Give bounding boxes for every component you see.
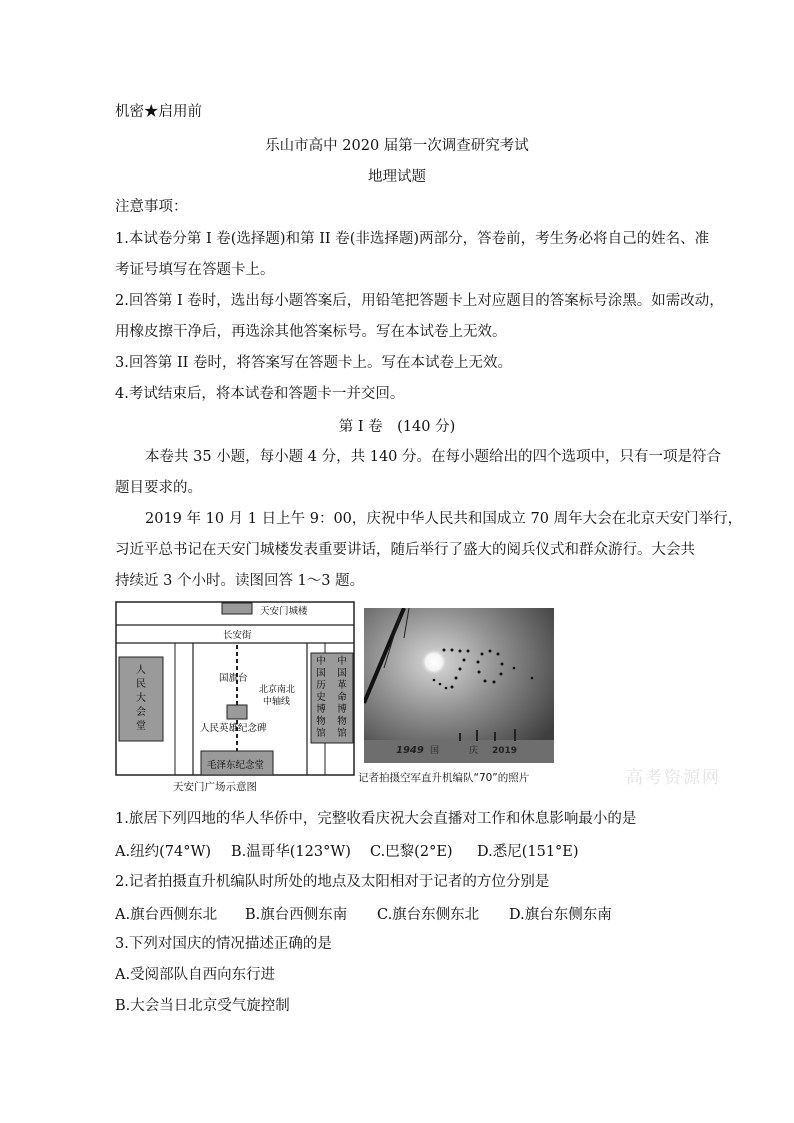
great-hall-char: 民 xyxy=(136,679,146,690)
option-c: C.巴黎(2°E) xyxy=(370,844,453,860)
museum-char: 中 xyxy=(316,656,326,667)
option-d: D.悉尼(151°E) xyxy=(477,844,579,860)
note-line: 用橡皮擦干净后，再选涂其他答案标号。写在本试卷上无效。 xyxy=(115,324,507,340)
note-line: 1.本试卷分第 I 卷(选择题)和第 II 卷(非选择题)两部分，答卷前，考生务必将自己的姓名、准 xyxy=(115,231,710,247)
central-axis-label: 北京南北 xyxy=(259,685,296,695)
museum-char: 历 xyxy=(316,680,326,691)
museum-char: 物 xyxy=(337,716,347,727)
museum-char: 命 xyxy=(337,692,347,703)
museum-char: 国 xyxy=(337,668,347,679)
section-title: 第 I 卷 (140 分) xyxy=(338,419,456,435)
tiananmen-gate-block xyxy=(222,603,252,614)
museum-char: 国 xyxy=(316,668,326,679)
classification-label: 机密★启用前 xyxy=(115,104,202,120)
museum-char: 博 xyxy=(316,704,326,715)
great-hall-char: 人 xyxy=(136,665,146,676)
option-a: A.旗台西侧东北 xyxy=(115,907,218,923)
option-b: B.温哥华(123°W) xyxy=(231,844,351,860)
section-intro: 本卷共 35 小题，每小题 4 分，共 140 分。在每小题给出的四个选项中，只有一项是符合 xyxy=(145,449,722,465)
option-b: B.旗台西侧东南 xyxy=(245,907,348,923)
question-stem: 2.记者拍摄直升机编队时所处的地点及太阳相对于记者的方位分别是 xyxy=(115,874,550,890)
option-a: A.受阅部队自西向东行进 xyxy=(115,967,276,983)
note-line: 2.回答第 I 卷时，选出每小题答案后，用铅笔把答题卡上对应题目的答案标号涂黑。如需改动， xyxy=(115,293,724,309)
monument-block xyxy=(227,705,247,719)
monument-label: 人民英雄纪念碑 xyxy=(200,723,267,734)
museum-char: 中 xyxy=(337,656,347,667)
banner-text: 2019 xyxy=(492,746,518,756)
question-stem: 3.下列对国庆的情况描述正确的是 xyxy=(115,936,332,952)
section-intro-cont: 题目要求的。 xyxy=(115,480,202,496)
sun-glare xyxy=(420,648,448,676)
subject-title: 地理试题 xyxy=(368,169,426,185)
exam-title: 乐山市高中 2020 届第一次调查研究考试 xyxy=(265,138,529,154)
passage-line: 2019 年 10 月 1 日上午 9：00，庆祝中华人民共和国成立 70 周年大会在北京天安门举行， xyxy=(145,511,743,527)
museum-char: 史 xyxy=(316,692,326,703)
notes-heading: 注意事项： xyxy=(115,199,188,215)
option-b: B.大会当日北京受气旋控制 xyxy=(115,998,290,1014)
option-a: A.纽约(74°W) xyxy=(115,844,211,860)
flag-platform-label: 国旗台 xyxy=(219,673,248,684)
museum-char: 馆 xyxy=(316,728,326,739)
note-line: 考证号填写在答题卡上。 xyxy=(115,262,275,278)
banner-text: 庆 xyxy=(469,746,479,756)
passage-line: 习近平总书记在天安门城楼发表重要讲话，随后举行了盛大的阅兵仪式和群众游行。大会共 xyxy=(115,542,695,558)
great-hall-char: 大 xyxy=(136,693,146,704)
map-caption: 天安门广场示意图 xyxy=(173,781,257,793)
museum-char: 博 xyxy=(337,704,347,715)
passage-line: 持续近 3 个小时。读图回答 1～3 题。 xyxy=(115,573,365,589)
museum-char: 馆 xyxy=(337,728,347,739)
tiananmen-label: 天安门城楼 xyxy=(260,606,308,617)
changan-label: 长安街 xyxy=(223,630,252,641)
great-hall-char: 会 xyxy=(136,707,146,718)
banner-text: 1949 xyxy=(396,745,424,756)
note-line: 4.考试结束后，将本试卷和答题卡一并交回。 xyxy=(115,386,405,402)
photo-caption: 记者拍摄空军直升机编队“70”的照片 xyxy=(358,772,530,784)
option-d: D.旗台东侧东南 xyxy=(509,907,612,923)
tiananmen-square-map xyxy=(115,601,355,776)
great-hall-char: 堂 xyxy=(136,721,146,732)
mausoleum-label: 毛泽东纪念堂 xyxy=(207,760,265,771)
option-c: C.旗台东侧东北 xyxy=(377,907,480,923)
central-axis-label: 中轴线 xyxy=(263,697,291,707)
question-stem: 1.旅居下列四地的华人华侨中，完整收看庆祝大会直播对工作和休息影响最小的是 xyxy=(115,811,637,827)
note-line: 3.回答第 II 卷时，将答案写在答题卡上。写在本试卷上无效。 xyxy=(115,355,513,371)
banner-text: 国 xyxy=(430,746,440,756)
museum-char: 物 xyxy=(316,716,326,727)
watermark: 高考资源网 xyxy=(626,768,721,788)
helicopter-formation-photo xyxy=(364,608,554,763)
museum-char: 革 xyxy=(337,680,347,691)
